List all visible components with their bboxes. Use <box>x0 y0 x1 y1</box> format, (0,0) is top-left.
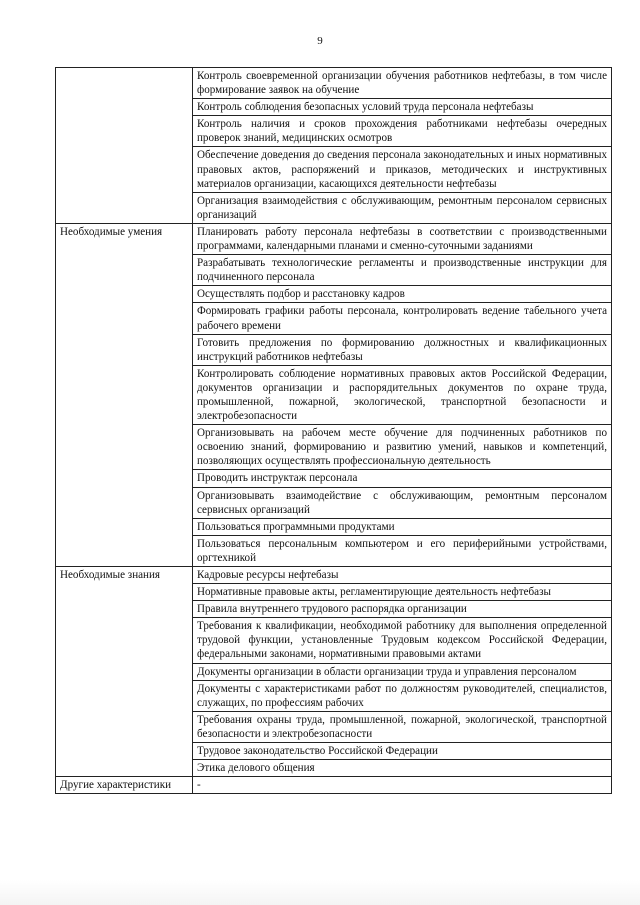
section-skills-item: Пользоваться персональным компьютером и его периферийными устройствами, оргтехникой <box>193 535 612 566</box>
section-skills-item: Проводить инструктаж персонала <box>193 470 612 487</box>
section-continued-item: Обеспечение доведения до сведения персонала законодательных и иных нормативных правовых актов, распоряжений и приказов, методических и инструктивных материалов организации, касающихся деятельности нефтебазы <box>193 147 612 192</box>
section-knowledge-item: Требования охраны труда, промышленной, пожарной, экологической, транспортной безопасности и электробезопасности <box>193 711 612 742</box>
section-other-item: - <box>193 777 612 794</box>
section-continued-label <box>56 68 193 224</box>
table-row <box>56 777 612 794</box>
requirements-table <box>55 67 612 794</box>
section-knowledge-item: Этика делового общения <box>193 760 612 777</box>
section-skills-item: Разрабатывать технологические регламенты и производственные инструкции для подчиненного персонала <box>193 255 612 286</box>
section-continued-item: Организация взаимодействия с обслуживающим, ремонтным персоналом сервисных организаций <box>193 192 612 223</box>
section-skills-item: Планировать работу персонала нефтебазы в соответствии с производственными программами, календарными планами и сменно-суточными заданиями <box>193 223 612 254</box>
section-skills-item: Готовить предложения по формированию должностных и квалификационных инструкций работников нефтебазы <box>193 334 612 365</box>
section-knowledge-item: Кадровые ресурсы нефтебазы <box>193 567 612 584</box>
table-row <box>56 68 612 99</box>
section-knowledge-item: Правила внутреннего трудового распорядка организации <box>193 601 612 618</box>
table-row <box>56 223 612 254</box>
section-other-label: Другие характеристики <box>56 777 193 794</box>
section-continued-item: Контроль соблюдения безопасных условий труда персонала нефтебазы <box>193 99 612 116</box>
section-knowledge-label: Необходимые знания <box>56 567 193 777</box>
section-knowledge-item: Трудовое законодательство Российской Федерации <box>193 743 612 760</box>
section-skills-item: Организовывать на рабочем месте обучение для подчиненных работников по освоению знаний, формированию и развитию умений, навыков и компетенций, позволяющих осуществлять профессиональную деятельность <box>193 425 612 470</box>
section-skills-item: Осуществлять подбор и расстановку кадров <box>193 286 612 303</box>
section-knowledge-item: Документы с характеристиками работ по должностям руководителей, специалистов, служащих, по профессиям рабочих <box>193 680 612 711</box>
section-skills-item: Пользоваться программными продуктами <box>193 518 612 535</box>
page-number: 9 <box>317 35 323 47</box>
section-continued-item: Контроль своевременной организации обучения работников нефтебазы, в том числе формирование заявок на обучение <box>193 68 612 99</box>
section-continued-item: Контроль наличия и сроков прохождения работниками нефтебазы очередных проверок знаний, медицинских осмотров <box>193 116 612 147</box>
section-skills-item: Контролировать соблюдение нормативных правовых актов Российской Федерации, документов организации и распорядительных документов по охране труда, промышленной, пожарной, экологической, транспортной безопасности и электробезопасности <box>193 365 612 424</box>
section-knowledge-item: Нормативные правовые акты, регламентирующие деятельность нефтебазы <box>193 584 612 601</box>
scan-bottom-edge <box>0 880 640 905</box>
section-skills-item: Организовывать взаимодействие с обслуживающим, ремонтным персоналом сервисных организаций <box>193 487 612 518</box>
table-row <box>56 567 612 584</box>
section-knowledge-item: Требования к квалификации, необходимой работнику для выполнения определенной трудовой функции, установленные Трудовым кодексом Российской Федерации, федеральными законами, нормативными правовыми актами <box>193 618 612 663</box>
section-skills-label: Необходимые умения <box>56 223 193 566</box>
section-knowledge-item: Документы организации в области организации труда и управления персоналом <box>193 663 612 680</box>
section-skills-item: Формировать графики работы персонала, контролировать ведение табельного учета рабочего времени <box>193 303 612 334</box>
